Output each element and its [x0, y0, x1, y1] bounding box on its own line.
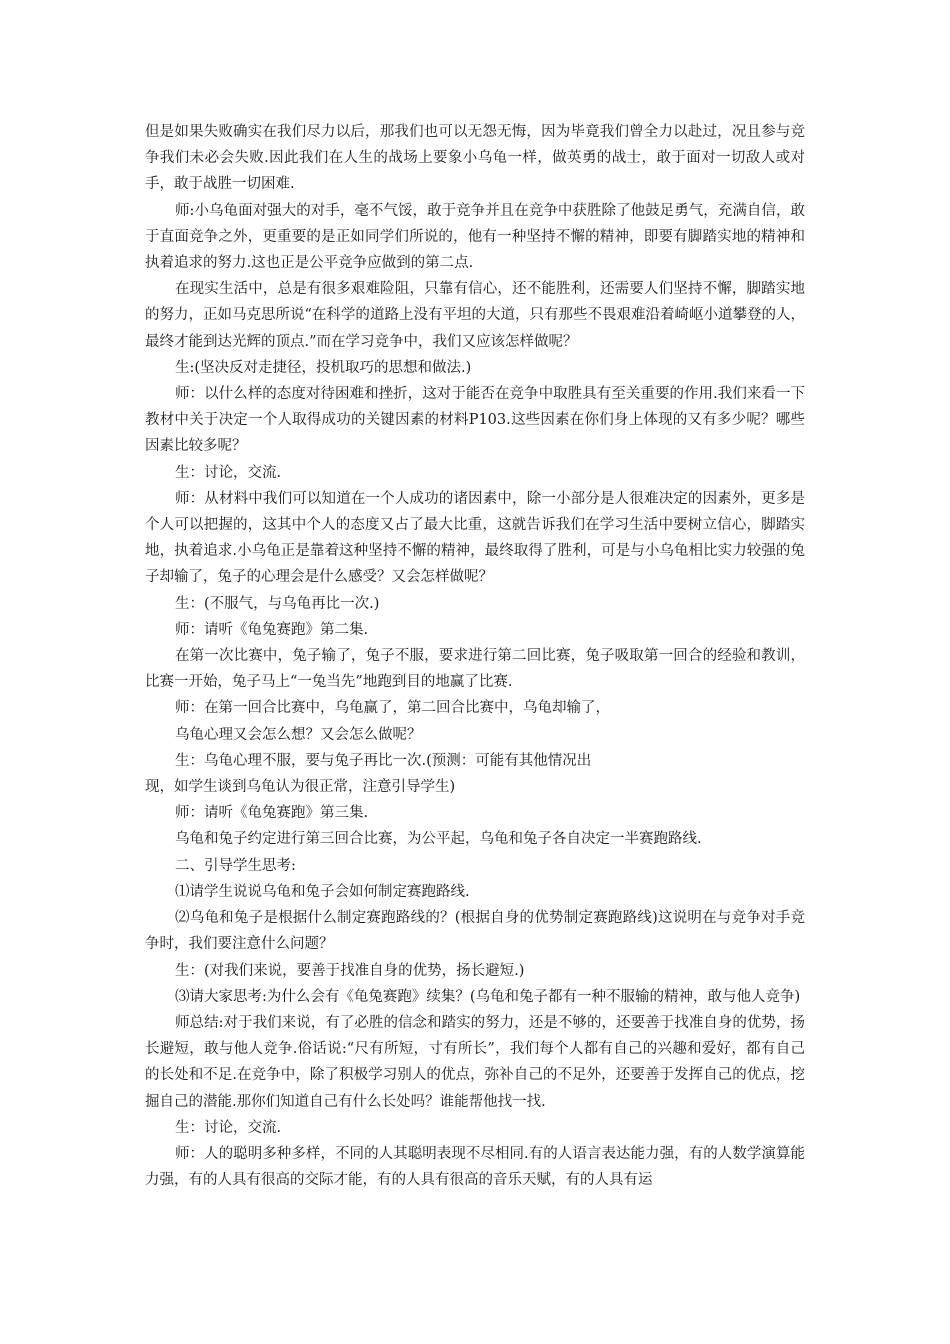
- paragraph: 师：请听《龟兔赛跑》第二集.: [175, 621, 369, 638]
- list-item: ⑶请大家思考:为什么会有《龟兔赛跑》续集？(乌龟和兔子都有一种不服输的精神，敢与他人竞争): [175, 988, 801, 1005]
- paragraph: 生：乌龟心理不服，要与兔子再比一次.(预测：可能有其他情况出: [175, 752, 592, 769]
- paragraph: 生：(不服气，与乌龟再比一次.): [175, 595, 380, 612]
- paragraph: 乌龟心理又会怎么想？又会怎么做呢？: [175, 726, 422, 743]
- paragraph: 师:小乌龟面对强大的对手，毫不气馁，敢于竞争并且在竞争中获胜除了他鼓足勇气，充满自信，敢于直面竞争之外，更重要的是正如同学们所说的，他有一种坚持不懈的精神，即要有脚踏实地的精神和执着追求的努力.这也正是公平竞争应做到的第二点.: [145, 202, 805, 272]
- section-heading: 二、引导学生思考:: [175, 857, 296, 874]
- paragraph: 师：请听《龟兔赛跑》第三集.: [175, 805, 369, 822]
- paragraph: 师：从材料中我们可以知道在一个人成功的诸因素中，除一小部分是人很难决定的因素外，更多是个人可以把握的，这其中个人的态度又占了最大比重，这就告诉我们在学习生活中要树立信心，脚踏实地，执着追求.小乌龟正是靠着这种坚持不懈的精神，最终取得了胜利，可是与小乌龟相比实力较强的兔子却输了，兔子的心理会是什么感受？又会怎样做呢？: [145, 490, 805, 586]
- paragraph: 现，如学生谈到乌龟认为很正常，注意引导学生): [145, 779, 456, 796]
- paragraph: 师：在第一回合比赛中，乌龟赢了，第二回合比赛中，乌龟却输了，: [175, 700, 610, 717]
- list-item: ⑵乌龟和兔子是根据什么制定赛跑路线的？(根据自身的优势制定赛跑路线)这说明在与竞争对手竞争时，我们要注意什么问题？: [145, 910, 805, 953]
- paragraph: 生:(坚决反对走捷径，投机取巧的思想和做法.): [175, 359, 472, 376]
- paragraph: 生：讨论，交流.: [175, 1119, 282, 1136]
- paragraph: 乌龟和兔子约定进行第三回合比赛，为公平起，乌龟和兔子各自决定一半赛跑路线.: [175, 831, 702, 848]
- paragraph: 师：以什么样的态度对待困难和挫折，这对于能否在竞争中取胜具有至关重要的作用.我们来看一下教材中关于决定一个人取得成功的关键因素的材料P103.这些因素在你们身上体现的又有多少呢？哪些因素比较多呢？: [145, 386, 805, 455]
- paragraph: 在现实生活中，总是有很多艰难险阻，只靠有信心，还不能胜利，还需要人们坚持不懈，脚踏实地的努力，正如马克思所说“在科学的道路上没有平坦的大道，只有那些不畏艰难沿着崎岖小道攀登的人，最终才能到达光辉的顶点.”而在学习竞争中，我们又应该怎样做呢？: [145, 281, 805, 350]
- paragraph: 但是如果失败确实在我们尽力以后，那我们也可以无怨无悔，因为毕竟我们曾全力以赴过，况且参与竞争我们未必会失败.因此我们在人生的战场上要象小乌龟一样，做英勇的战士，敢于面对一切敌人或对手，敢于战胜一切困难.: [145, 124, 805, 193]
- list-item: ⑴请学生说说乌龟和兔子会如何制定赛跑路线.: [175, 883, 470, 900]
- paragraph: 生：讨论，交流.: [175, 464, 282, 481]
- paragraph: 师总结:对于我们来说，有了必胜的信念和踏实的努力，还是不够的，还要善于找准自身的优势，扬长避短，敢与他人竞争.俗话说:“尺有所短，寸有所长”，我们每个人都有自己的兴趣和爱好，都有自己的长处和不足.在竞争中，除了积极学习别人的优点，弥补自己的不足外，还要善于发挥自己的优点，挖掘自己的潜能.那你们知道自己有什么长处吗？谁能帮他找一找.: [145, 1014, 805, 1110]
- paragraph: 在第一次比赛中，兔子输了，兔子不服，要求进行第二回比赛，兔子吸取第一回合的经验和教训，比赛一开始，兔子马上“一兔当先”地跑到目的地赢了比赛.: [145, 648, 805, 691]
- paragraph: 生：(对我们来说，要善于找准自身的优势，扬长避短.): [175, 962, 525, 979]
- document-body: [145, 119, 805, 1193]
- paragraph: 师：人的聪明多种多样，不同的人其聪明表现不尽相同.有的人语言表达能力强，有的人数学演算能力强，有的人具有很高的交际才能，有的人具有很高的音乐天赋，有的人具有运: [145, 1145, 805, 1189]
